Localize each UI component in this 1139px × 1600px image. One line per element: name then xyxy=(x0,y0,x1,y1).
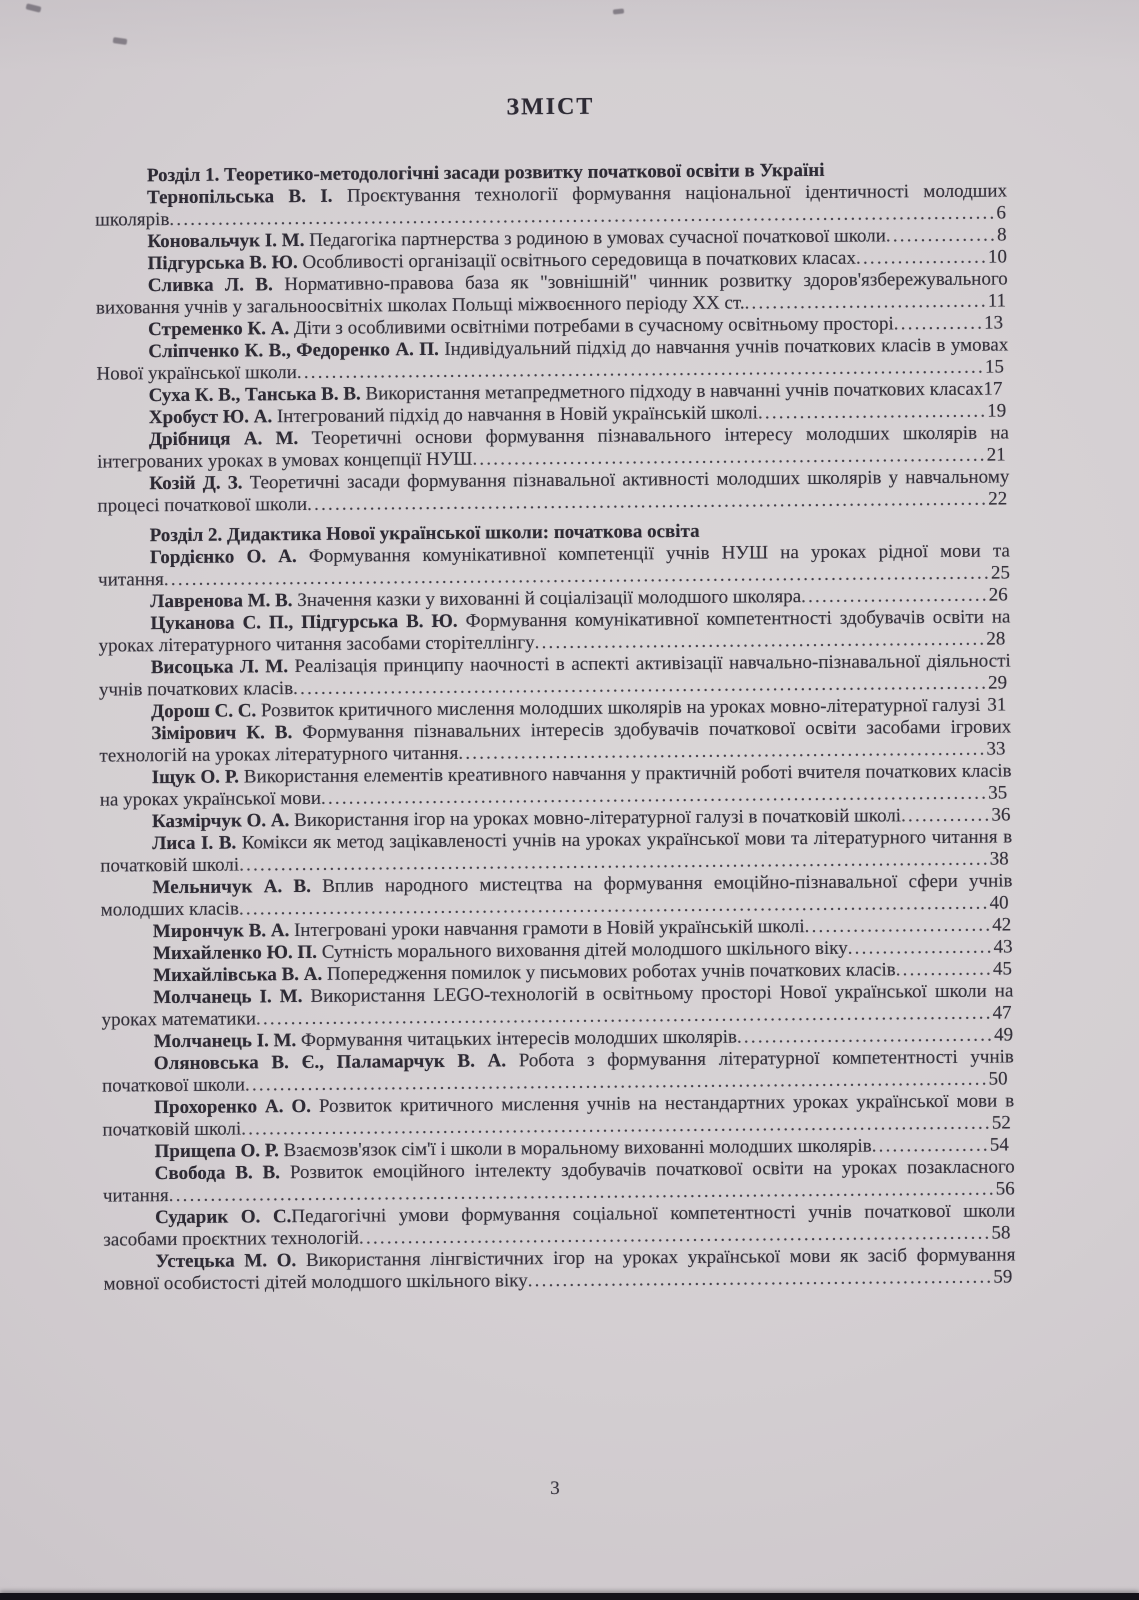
entry-authors: Михайленко Ю. П. xyxy=(152,941,318,965)
entry-authors: Михайлівська В. А. xyxy=(153,963,323,987)
dot-leader: ............. xyxy=(900,804,992,827)
entry-title: Діти з особливими освітніми потребами в сучасному освітньому просторі xyxy=(289,313,894,340)
entry-page-number: 56 xyxy=(995,1178,1015,1200)
toc-entry xyxy=(98,540,1010,591)
entry-authors: Оляновська В. Є., Паламарчук В. А. xyxy=(153,1050,507,1075)
toc-section xyxy=(98,518,1016,1295)
toc-entry xyxy=(100,870,1012,921)
entry-title: Теоретичні засади формування пізнавальної активності молодших школярів у навчальному процесі початкової школи xyxy=(97,466,1010,517)
table-of-contents xyxy=(94,92,1015,1295)
entry-authors: Гордієнко О. А. xyxy=(149,546,297,569)
dot-leader: ................................................................... xyxy=(527,1266,994,1292)
entry-title: Педагогічні умови формування соціальної компетентності учнів початкової школи засобами проєктних технологій xyxy=(103,1200,1016,1251)
photo-speck xyxy=(25,3,41,12)
entry-page-number: 19 xyxy=(987,400,1007,422)
entry-title: Сутність морального виховання дітей молодшого шкільного віку xyxy=(316,937,848,963)
entry-title: Робота з формування літературної компетентності учнів початкової школи xyxy=(101,1046,1014,1097)
entry-page-number: 35 xyxy=(988,782,1008,804)
entry-authors: Лиса І. В. xyxy=(152,832,237,855)
toc-entry xyxy=(98,606,1010,657)
entry-authors: Дорош С. С. xyxy=(151,700,257,723)
entry-page-number: 40 xyxy=(989,892,1009,914)
entry-title: Нормативно-правова база як "зовнішній" чинник розвитку здоров'язбережувального виховання учнів у загальноосвітніх школах Польщі міжвоєнного періоду ХХ ст. xyxy=(95,268,1008,319)
dot-leader: ........................................................................................................... xyxy=(244,1068,989,1096)
toc-sections xyxy=(95,158,1016,1295)
entry-page-number: 28 xyxy=(986,628,1006,650)
entry-title: Інтегрований підхід до навчання в Новій українській школі xyxy=(272,402,758,428)
photo-speck xyxy=(613,8,624,14)
dot-leader: ................................... xyxy=(744,290,988,314)
entry-page-number: 36 xyxy=(991,804,1011,826)
entry-title: Проєктування технології формування національної ідентичності молодших школярів xyxy=(95,180,1008,231)
entry-page-number: 21 xyxy=(986,444,1006,466)
entry-title: Особливості організації освітнього середовища в початкових класах xyxy=(297,247,857,274)
entry-page-number: 25 xyxy=(990,562,1010,584)
dot-leader: .................................................................................................... xyxy=(293,672,989,700)
entry-authors: Лавренова М. В. xyxy=(150,590,293,613)
toc-entry xyxy=(101,980,1013,1031)
toc-entry xyxy=(102,1046,1014,1097)
dot-leader: ..................................... xyxy=(736,1024,995,1048)
entry-page-number: 43 xyxy=(993,936,1013,958)
entry-authors: Зімірович К. В. xyxy=(151,722,293,745)
toc-entry xyxy=(96,268,1008,319)
entry-authors: Прохоренко А. О. xyxy=(154,1095,312,1119)
dot-leader: ............................................................................................................ xyxy=(239,848,990,876)
entry-page-number: 15 xyxy=(984,356,1004,378)
entry-page-number: 38 xyxy=(989,848,1009,870)
section-heading: Розділ 2. Дидактика Нової української школи: початкова освіта xyxy=(149,520,700,547)
entry-page-number: 13 xyxy=(984,312,1004,334)
contents-title: ЗМІСТ xyxy=(506,93,595,121)
entry-title: Комікси як метод зацікавленості учнів на уроках української мови та літературного читання в початковій школі xyxy=(100,826,1013,877)
page-footer-number: 3 xyxy=(550,1477,560,1500)
dot-leader: ................ xyxy=(885,224,998,247)
entry-page-number: 11 xyxy=(987,290,1007,312)
dot-leader xyxy=(980,695,987,716)
dot-leader: ................. xyxy=(871,1134,990,1157)
entry-authors: Підгурська В. Ю. xyxy=(147,252,298,275)
entry-page-number: 59 xyxy=(993,1266,1013,1288)
entry-authors: Сливка Л. В. xyxy=(147,274,273,297)
entry-title: Значення казки у вихованні й соціалізації молодшого школяра xyxy=(292,586,802,612)
entry-page-number: 42 xyxy=(992,914,1012,936)
entry-authors: Сліпченко К. В., Федоренко А. П. xyxy=(148,338,439,363)
dot-leader: .................................................................................................. xyxy=(307,488,989,515)
entry-page-number: 31 xyxy=(987,694,1007,716)
entry-authors: Прищепа О. Р. xyxy=(154,1140,279,1163)
entry-authors: Суха К. В., Танська В. В. xyxy=(148,383,361,407)
entry-authors: Хробуст Ю. А. xyxy=(148,406,273,429)
entry-title: Педагогіка партнерства з родиною в умовах сучасної початкової школи xyxy=(304,225,886,251)
dot-leader: ................... xyxy=(855,246,989,269)
dot-leader: ............................................................................................................ xyxy=(241,1112,992,1140)
dot-leader: ........................... xyxy=(801,584,989,608)
entry-authors: Мирончук В. А. xyxy=(152,920,290,943)
entry-title: Розвиток критичного мислення учнів на нестандартних уроках української мови в початковій школі xyxy=(102,1090,1015,1141)
entry-page-number: 50 xyxy=(988,1068,1008,1090)
dot-leader: ................................................................................................... xyxy=(296,356,985,384)
entry-page-number: 22 xyxy=(988,488,1008,510)
entry-page-number: 49 xyxy=(994,1024,1014,1046)
dot-leader: ................................................................................................ xyxy=(320,782,989,809)
entry-authors: Коновальчук І. М. xyxy=(147,229,305,253)
entry-authors: Козій Д. З. xyxy=(149,472,243,495)
toc-entry xyxy=(95,180,1007,231)
photo-edge-shadow xyxy=(0,1593,1139,1600)
entry-title: Формування комунікативної компетентності здобувачів освіти на уроках літературного читання засобами сторітеллінгу xyxy=(98,606,1011,657)
dot-leader: ............. xyxy=(893,312,985,335)
entry-title: Використання елементів креативного навчання у практичній роботі вчителя початкових класів на уроках української мови xyxy=(99,760,1012,811)
dot-leader: ....................................................................................................................... xyxy=(168,1178,996,1207)
toc-entry xyxy=(103,1200,1015,1251)
entry-page-number: 58 xyxy=(991,1222,1011,1244)
entry-page-number: 6 xyxy=(996,202,1007,224)
entry-authors: Цуканова С. П., Підгурська В. Ю. xyxy=(150,610,458,635)
toc-entry xyxy=(102,1090,1014,1141)
dot-leader: ..................... xyxy=(847,936,994,959)
entry-page-number: 45 xyxy=(992,958,1013,980)
dot-leader: .......................................................................................................... xyxy=(255,1002,993,1030)
entry-page-number: 52 xyxy=(991,1112,1011,1134)
entry-title: Вплив народного мистецтва на формування емоційно-пізнавальної сфери учнів молодших класів xyxy=(100,870,1013,921)
entry-authors: Мельничук А. В. xyxy=(152,875,311,899)
entry-title: Розвиток емоційного інтелекту здобувачів початкової освіти на уроках позакласного читання xyxy=(102,1156,1015,1207)
entry-title: Розвиток критичного мислення молодших школярів на уроках мовно-літературної галузі xyxy=(256,694,981,722)
dot-leader: ........................................................................................... xyxy=(358,1222,992,1249)
toc-entry xyxy=(103,1156,1015,1207)
entry-title: Взаємозв'язок сім'ї і школи в моральному вихованні молодших школярів xyxy=(278,1135,872,1162)
entry-title: Теоретичні основи формування пізнавального інтересу молодших школярів на інтегрованих уроках в умовах концепції НУШ xyxy=(97,422,1010,473)
entry-title: Формування комунікативної компетенції учнів НУШ на уроках рідної мови та читання xyxy=(98,540,1010,591)
entry-authors: Устецька М. О. xyxy=(155,1250,297,1273)
entry-page-number: 54 xyxy=(989,1134,1009,1156)
entry-page-number: 10 xyxy=(987,246,1008,268)
dot-leader: .......................................................................... xyxy=(472,444,987,470)
toc-entry xyxy=(99,650,1011,701)
entry-page-number: 17 xyxy=(983,378,1003,400)
entry-title: Індивідуальний підхід до навчання учнів початкових класів в умовах Нової української школи xyxy=(96,334,1009,385)
entry-title: Формування пізнавальних інтересів здобувачів початкової освіти засобами ігрових технологій на уроках літературного читання xyxy=(99,716,1012,767)
entry-page-number: 8 xyxy=(996,224,1007,246)
entry-authors: Казмірчук О. А. xyxy=(151,810,290,833)
entry-authors: Молчанець І. М. xyxy=(153,985,303,1009)
dot-leader: .............. xyxy=(895,958,994,981)
section-heading: Розділ 1. Теоретико-методологічні засади розвитку початкової освіти в Україні xyxy=(146,159,825,187)
dot-leader: ............................................................................ xyxy=(458,738,987,764)
entry-title: Використання лінгвістичних ігор на уроках української мови як засіб формування мовної особистості дітей молодшого шкільного віку xyxy=(103,1244,1016,1295)
entry-title: Попередження помилок у письмових роботах учнів початкових класів xyxy=(322,959,896,985)
entry-page-number: 47 xyxy=(992,1002,1012,1024)
toc-section xyxy=(95,158,1010,517)
toc-entry xyxy=(100,826,1012,877)
dot-leader: ................................................................. xyxy=(534,628,987,654)
toc-entry xyxy=(103,1244,1015,1295)
dot-leader: ....................................................................................................................... xyxy=(169,202,997,231)
dot-leader: ....................................................................................................................... xyxy=(163,562,991,591)
toc-entry xyxy=(100,760,1012,811)
entry-authors: Іщук О. Р. xyxy=(151,766,240,789)
entry-title: Реалізація принципу наочності в аспекті активізації навчально-пізнавальної діяльності учнів початкових класів xyxy=(98,650,1011,701)
dot-leader: ........................... xyxy=(804,914,993,938)
entry-authors: Тернопільська В. І. xyxy=(147,185,333,209)
dot-leader: ................................. xyxy=(757,400,988,424)
entry-title: Використання LEGO-технологій в освітньому просторі Нової української школи на уроках математики xyxy=(101,980,1014,1031)
entry-title: Інтегровані уроки навчання грамоти в Новій українській школі xyxy=(289,916,805,942)
entry-authors: Висоцька Л. М. xyxy=(150,656,289,679)
entry-page-number: 33 xyxy=(986,738,1006,760)
entry-title: Використання ігор на уроках мовно-літературної галузі в початковій школі xyxy=(289,805,902,832)
entry-authors: Свобода В. В. xyxy=(154,1162,281,1185)
toc-entry xyxy=(97,422,1009,473)
photo-speck xyxy=(113,37,128,45)
entry-page-number: 29 xyxy=(988,672,1008,694)
entry-authors: Дрібниця А. М. xyxy=(148,428,299,451)
dot-leader: ............................................................................................................ xyxy=(238,892,990,920)
entry-authors: Сударик О. С. xyxy=(155,1206,292,1229)
entry-title: Використання метапредметного підходу в навчанні учнів початкових класах xyxy=(360,378,984,405)
toc-entry xyxy=(97,466,1009,517)
toc-entry xyxy=(96,334,1008,385)
entry-title: Формування читацьких інтересів молодших школярів xyxy=(296,1026,738,1052)
toc-entry xyxy=(99,716,1011,767)
entry-page-number: 26 xyxy=(988,584,1008,606)
entry-authors: Молчанець І. М. xyxy=(153,1030,297,1053)
entry-authors: Стременко К. А. xyxy=(148,318,290,341)
